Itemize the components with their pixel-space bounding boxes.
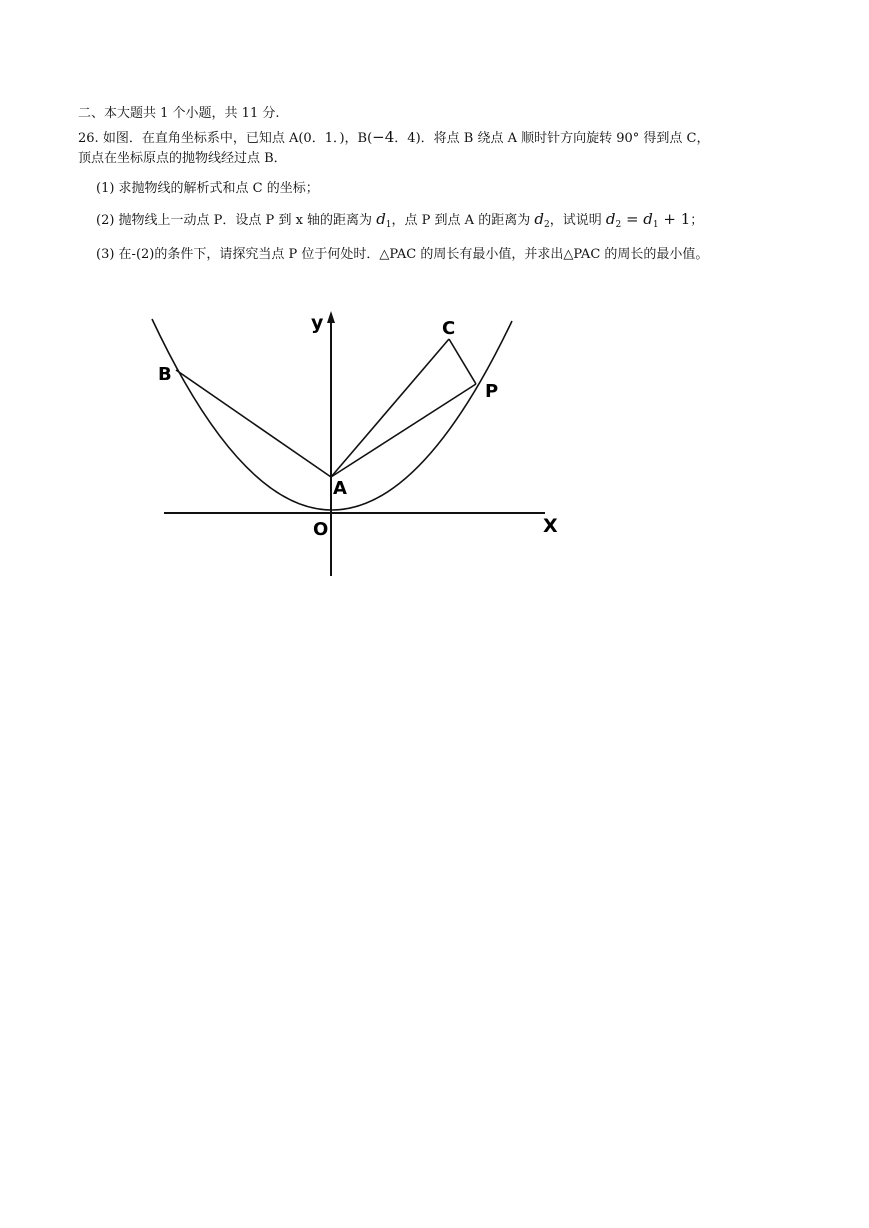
d2-symbol: $d_2$ [534,210,550,230]
problem-intro [78,127,838,149]
d1-symbol: $d_1$ [376,210,392,230]
label-a: A [333,478,347,499]
label-b: B [158,364,172,385]
label-c: C [442,318,456,339]
problem-text [78,104,838,265]
problem-intro-a: 如图．在直角坐标系中，已知点 A(0．1．)，B( [102,131,373,146]
part-2-b: ，点 P 到点 A 的距离为 [391,213,531,228]
part-2-c: ，试说明 [549,213,602,228]
part-2-end: ； [690,213,704,228]
part-3: (3) 在-(2)的条件下，请探究当点 P 位于何处时．△PAC 的周长有最小值，并求出△PAC 的周长的最小值。 [96,247,709,262]
label-y: y [311,312,324,334]
point-b-x: −4 [372,128,395,146]
label-x: X [543,515,558,537]
problem-intro-b: ．4)．将点 B 绕点 A 顺时针方向旋转 90° 得到点 C， [394,131,710,146]
label-p: P [485,381,499,402]
part-2 [78,209,838,235]
problem-line-2: 顶点在坐标原点的抛物线经过点 B． [78,151,287,166]
parabola-figure [140,305,580,585]
label-origin: O [313,519,329,540]
segment-ba [176,370,331,477]
segment-ap [331,384,476,477]
segment-cp [449,339,476,384]
problem-number: 26. [78,131,99,146]
section-header: 二、本大题共 1 个小题，共 11 分. [78,106,280,121]
part-2-a: (2) 抛物线上一动点 P．设点 P 到 x 轴的距离为 [96,213,373,228]
segment-ac [331,339,449,477]
part-1: (1) 求抛物线的解析式和点 C 的坐标； [96,181,319,196]
equation: $d_2 = d_1 + 1$ [605,210,691,230]
y-axis-arrow [327,311,335,323]
